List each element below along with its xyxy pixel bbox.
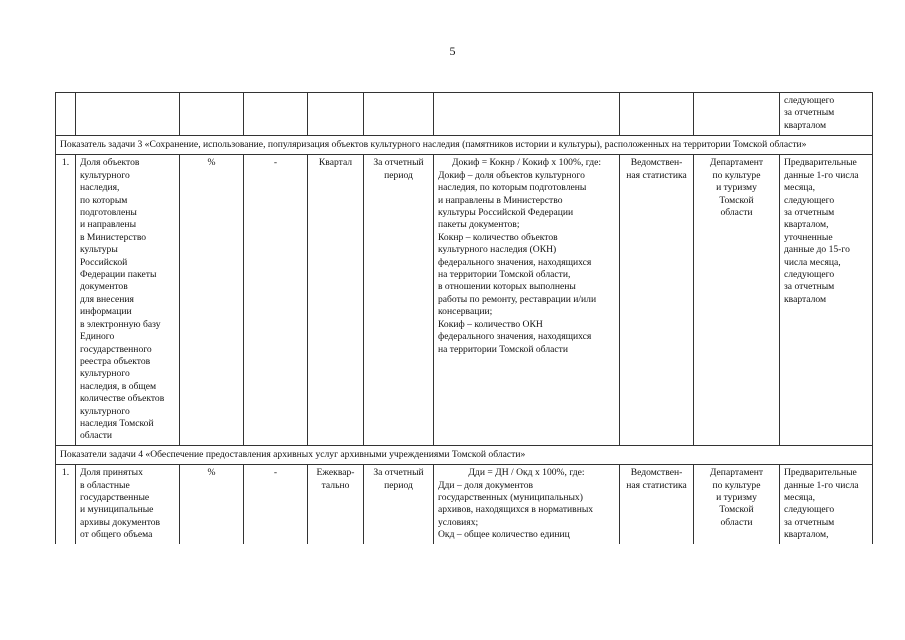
section-title: Показатели задачи 4 «Обеспечение предоставления архивных услуг архивными учреждениями Томской области» — [56, 445, 873, 464]
formula-body: Докиф – доля объектов культурного наследия, по которым подготовлены и направлены в Министерство культуры Российской Федерации пакеты документов; Кокнр – количество объектов культурного наследия (ОКН) федерального значения, находящихся на территории Томской области, в отношении которых выполнены работы по ремонту, реставрации и/или консервации; Кокиф – количество ОКН федерального значения, находящихся на территории Томской области — [438, 169, 597, 355]
dash-cell: - — [244, 155, 308, 445]
table-row — [56, 465, 873, 544]
unit-cell: % — [180, 465, 244, 544]
period-cell: Ежеквар- тально — [308, 465, 364, 544]
deadline-cell: следующего за отчетным кварталом — [780, 93, 873, 136]
responsible-cell: Департамент по культуре и туризму Томской области — [694, 155, 780, 445]
responsible-cell: Департамент по культуре и туризму Томской области — [694, 465, 780, 544]
basis-cell: За отчетный период — [364, 155, 434, 445]
section-title: Показатель задачи 3 «Сохранение, использование, популяризация объектов культурного наследия (памятников истории и культуры), расположенных на территории Томской области» — [56, 136, 873, 155]
section-header-row — [56, 445, 873, 464]
basis-cell: За отчетный период — [364, 465, 434, 544]
formula-cell — [434, 465, 620, 544]
table-row — [56, 93, 873, 136]
source-cell: Ведомствен- ная статистика — [620, 155, 694, 445]
row-number: 1. — [56, 465, 76, 544]
page-number: 5 — [449, 44, 456, 58]
period-cell: Квартал — [308, 155, 364, 445]
deadline-cell: Предварительные данные 1-го числа месяца, следующего за отчетным кварталом, — [780, 465, 873, 544]
section-header-row — [56, 136, 873, 155]
dash-cell: - — [244, 465, 308, 544]
indicators-table — [55, 92, 873, 544]
table-row — [56, 155, 873, 445]
deadline-cell: Предварительные данные 1-го числа месяца, следующего за отчетным кварталом, уточненные данные до 15-го числа месяца, следующего за отчетным кварталом — [780, 155, 873, 445]
formula-body: Дди – доля документов государственных (муниципальных) архивов, находящихся в нормативных условиях; Окд – общее количество единиц — [438, 479, 594, 541]
formula-cell — [434, 155, 620, 445]
indicator-name: Доля объектов культурного наследия, по которым подготовлены и направлены в Министерство культуры Российской Федерации пакеты документов для внесения информации в электронную базу Единого государственного реестра объектов культурного наследия, в общем количестве объектов культурного наследия Томской области — [76, 155, 180, 445]
formula-head: Докиф = Кокнр / Кокиф x 100%, где: — [451, 157, 602, 169]
formula-head: Дди = ДН / Окд x 100%, где: — [468, 467, 585, 479]
indicator-name: Доля принятых в областные государственные и муниципальные архивы документов от общего объема — [76, 465, 180, 544]
unit-cell: % — [180, 155, 244, 445]
row-number: 1. — [56, 155, 76, 445]
source-cell: Ведомствен- ная статистика — [620, 465, 694, 544]
